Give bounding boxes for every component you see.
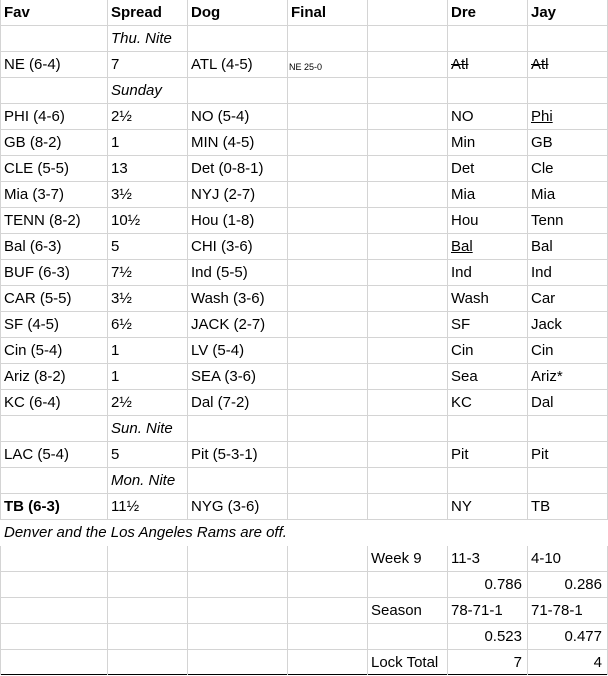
jay-pick-cell: Ind [531,264,552,281]
dre-pick-cell: SF [451,316,471,333]
jay-pick-cell: Pit [531,446,549,463]
jay-pick-cell: Jack [531,316,562,333]
lock-total-jay: 4 [593,654,602,671]
fav-cell: SF (4-5) [4,316,60,333]
season-record-dre: 78-71-1 [451,602,503,619]
spread-cell: 10½ [111,212,141,229]
dog-cell: LV (5-4) [191,342,245,359]
jay-pick-cell: Cle [531,160,554,177]
fav-cell: BUF (6-3) [4,264,70,281]
section-thu-nite: Thu. Nite [111,30,172,47]
dre-pick-cell: NY [451,498,472,515]
spread-cell: 11½ [111,498,140,515]
jay-pick-cell: Bal [531,238,553,255]
jay-pick-cell: Atl [531,56,549,73]
spread-cell: 1 [111,368,120,385]
section-sun-nite: Sun. Nite [111,420,173,437]
dog-cell: Hou (1-8) [191,212,255,229]
dog-cell: CHI (3-6) [191,238,253,255]
spread-cell: 3½ [111,290,132,307]
dog-cell: MIN (4-5) [191,134,255,151]
dre-pick-cell: Cin [451,342,474,359]
week-record-jay: 4-10 [531,550,562,567]
header-spread: Spread [111,4,162,21]
fav-cell: TENN (8-2) [4,212,81,229]
final-cell: NE 25-0 [289,62,323,72]
lock-total-dre: 7 [513,654,522,671]
off-teams-note: Denver and the Los Angeles Rams are off. [0,520,608,546]
jay-pick-cell: Mia [531,186,556,203]
jay-pick-cell: Tenn [531,212,564,229]
dre-pick-cell: Pit [451,446,469,463]
fav-cell: Mia (3-7) [4,186,65,203]
jay-pick-cell: Cin [531,342,554,359]
fav-cell: Bal (6-3) [4,238,62,255]
dre-pick-cell: NO [451,108,474,125]
spread-cell: 5 [111,238,120,255]
season-record-jay: 71-78-1 [531,602,583,619]
fav-cell: NE (6-4) [4,56,61,73]
dog-cell: NYJ (2-7) [191,186,256,203]
dre-pick-cell: Bal [451,238,473,255]
dre-pick-cell: Ind [451,264,472,281]
fav-cell: CAR (5-5) [4,290,72,307]
fav-cell: CLE (5-5) [4,160,70,177]
dog-cell: Dal (7-2) [191,394,250,411]
header-dre: Dre [451,4,477,21]
spread-cell: 1 [111,342,120,359]
dre-pick-cell: Sea [451,368,478,385]
spread-cell: 13 [111,160,128,177]
dog-cell: NO (5-4) [191,108,250,125]
season-label: Season [371,602,422,619]
jay-pick-cell: GB [531,134,553,151]
spread-cell: 3½ [111,186,132,203]
season-pct-jay: 0.477 [564,628,602,645]
week-pct-jay: 0.286 [564,576,602,593]
spread-cell: 2½ [111,394,132,411]
fav-cell: TB (6-3) [4,498,60,515]
fav-cell: LAC (5-4) [4,446,70,463]
dog-cell: JACK (2-7) [191,316,266,333]
week-label: Week 9 [371,550,422,567]
dre-pick-cell: KC [451,394,472,411]
jay-pick-cell: Phi [531,108,553,125]
jay-pick-cell: Ariz* [531,368,563,385]
dog-cell: Ind (5-5) [191,264,248,281]
dog-cell: Pit (5-3-1) [191,446,258,463]
season-pct-dre: 0.523 [484,628,522,645]
jay-pick-cell: TB [531,498,551,515]
jay-pick-cell: Car [531,290,556,307]
spread-cell: 7 [111,56,120,73]
fav-cell: PHI (4-6) [4,108,65,125]
fav-cell: Ariz (8-2) [4,368,66,385]
spread-cell: 5 [111,446,120,463]
spread-cell: 1 [111,134,120,151]
spread-cell: 7½ [111,264,132,281]
fav-cell: KC (6-4) [4,394,61,411]
spread-cell: 2½ [111,108,132,125]
header-fav: Fav [4,4,30,21]
dog-cell: NYG (3-6) [191,498,260,515]
dre-pick-cell: Wash [451,290,489,307]
dog-cell: Wash (3-6) [191,290,265,307]
week-record-dre: 11-3 [451,550,480,567]
section-mon-nite: Mon. Nite [111,472,176,489]
dre-pick-cell: Det [451,160,475,177]
section-sunday: Sunday [111,82,162,99]
week-pct-dre: 0.786 [484,576,522,593]
lock-total-label: Lock Total [371,654,439,671]
fav-cell: GB (8-2) [4,134,62,151]
dog-cell: ATL (4-5) [191,56,253,73]
dre-pick-cell: Min [451,134,476,151]
dre-pick-cell: Hou [451,212,479,229]
dre-pick-cell: Mia [451,186,476,203]
jay-pick-cell: Dal [531,394,554,411]
spread-cell: 6½ [111,316,132,333]
fav-cell: Cin (5-4) [4,342,63,359]
header-final: Final [291,4,327,21]
header-jay: Jay [531,4,557,21]
dre-pick-cell: Atl [451,56,469,73]
dog-cell: Det (0-8-1) [191,160,264,177]
header-dog: Dog [191,4,221,21]
dog-cell: SEA (3-6) [191,368,257,385]
